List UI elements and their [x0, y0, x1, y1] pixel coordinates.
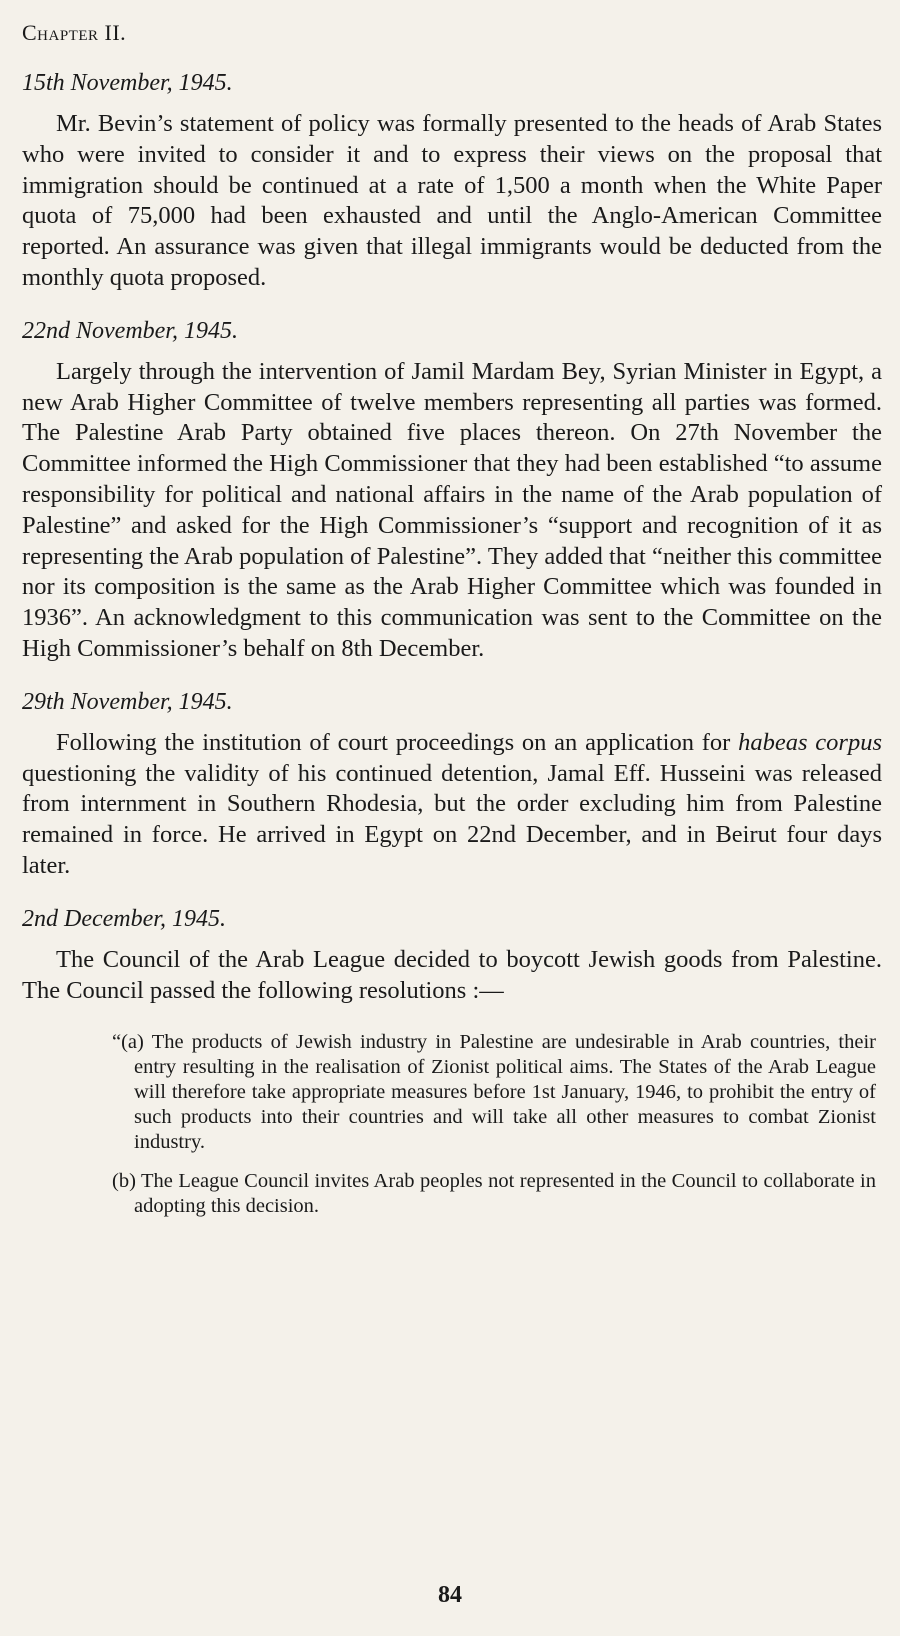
section-date: 2nd December, 1945.	[22, 905, 226, 932]
section-29-november	[22, 689, 882, 882]
chapter-heading: Chapter II.	[22, 20, 127, 45]
paragraph: Mr. Bevin’s statement of policy was formally presented to the heads of Arab States who were invited to consider it and to express their views on the proposal that immigration should be continued at a rate of 1,500 a month when the White Paper quota of 75,000 had been exhausted and until the Anglo-American Committee reported. An assurance was given that illegal immigrants would be deducted from the monthly quota proposed.	[22, 110, 882, 291]
resolution-b	[22, 1169, 882, 1219]
section-15-november	[22, 70, 882, 294]
resolution-a	[22, 1030, 882, 1155]
section-date: 29th November, 1945.	[22, 688, 233, 715]
paragraph-text: questioning the validity of his continued detention, Jamal Eff. Husseini was released from internment in Southern Rhodesia, but the order excluding him from Palestine remained in force. He arrived in Egypt on 22nd December, and in Beirut four days later.	[22, 759, 882, 879]
habeas-corpus-term: habeas corpus	[738, 728, 882, 756]
paragraph: Largely through the intervention of Jamil Mardam Bey, Syrian Minister in Egypt, a new Arab Higher Committee of twelve members representing all parties was formed. The Palestine Arab Party obtained five places thereon. On 27th November the Committee informed the High Commissioner that they had been established “to assume responsibility for political and national affairs in the name of the Arab population of Palestine” and asked for the High Commissioner’s “support and recognition of it as representing the Arab population of Palestine”. They added that “neither this committee nor its composition is the same as the Arab Higher Committee which was founded in 1936”. An acknowledgment to this communication was sent to the Committee on the High Commissioner’s behalf on 8th December.	[22, 357, 882, 662]
resolution-label: “(a)	[112, 1031, 144, 1054]
document-body	[22, 60, 882, 1233]
resolution-text: The League Council invites Arab peoples not represented in the Council to collaborate in adopting this decision.	[134, 1170, 876, 1218]
paragraph-text: Following the institution of court proceedings on an application for	[56, 728, 739, 756]
resolution-label: (b)	[112, 1170, 136, 1193]
section-22-november	[22, 318, 882, 665]
paragraph	[22, 728, 882, 882]
resolution-text: The products of Jewish industry in Palestine are undesirable in Arab countries, their entry resulting in the realisation of Zionist political aims. The States of the Arab League will therefore take appropriate measures before 1st January, 1946, to prohibit the entry of such products into their countries and will take all other measures to combat Zionist industry.	[134, 1031, 876, 1154]
paragraph: The Council of the Arab League decided to boycott Jewish goods from Palestine. The Council passed the following resolutions :—	[22, 945, 882, 1004]
section-date: 15th November, 1945.	[22, 70, 233, 96]
section-2-december	[22, 906, 882, 1220]
page-number: 84	[438, 1582, 462, 1608]
section-date: 22nd November, 1945.	[22, 317, 238, 344]
